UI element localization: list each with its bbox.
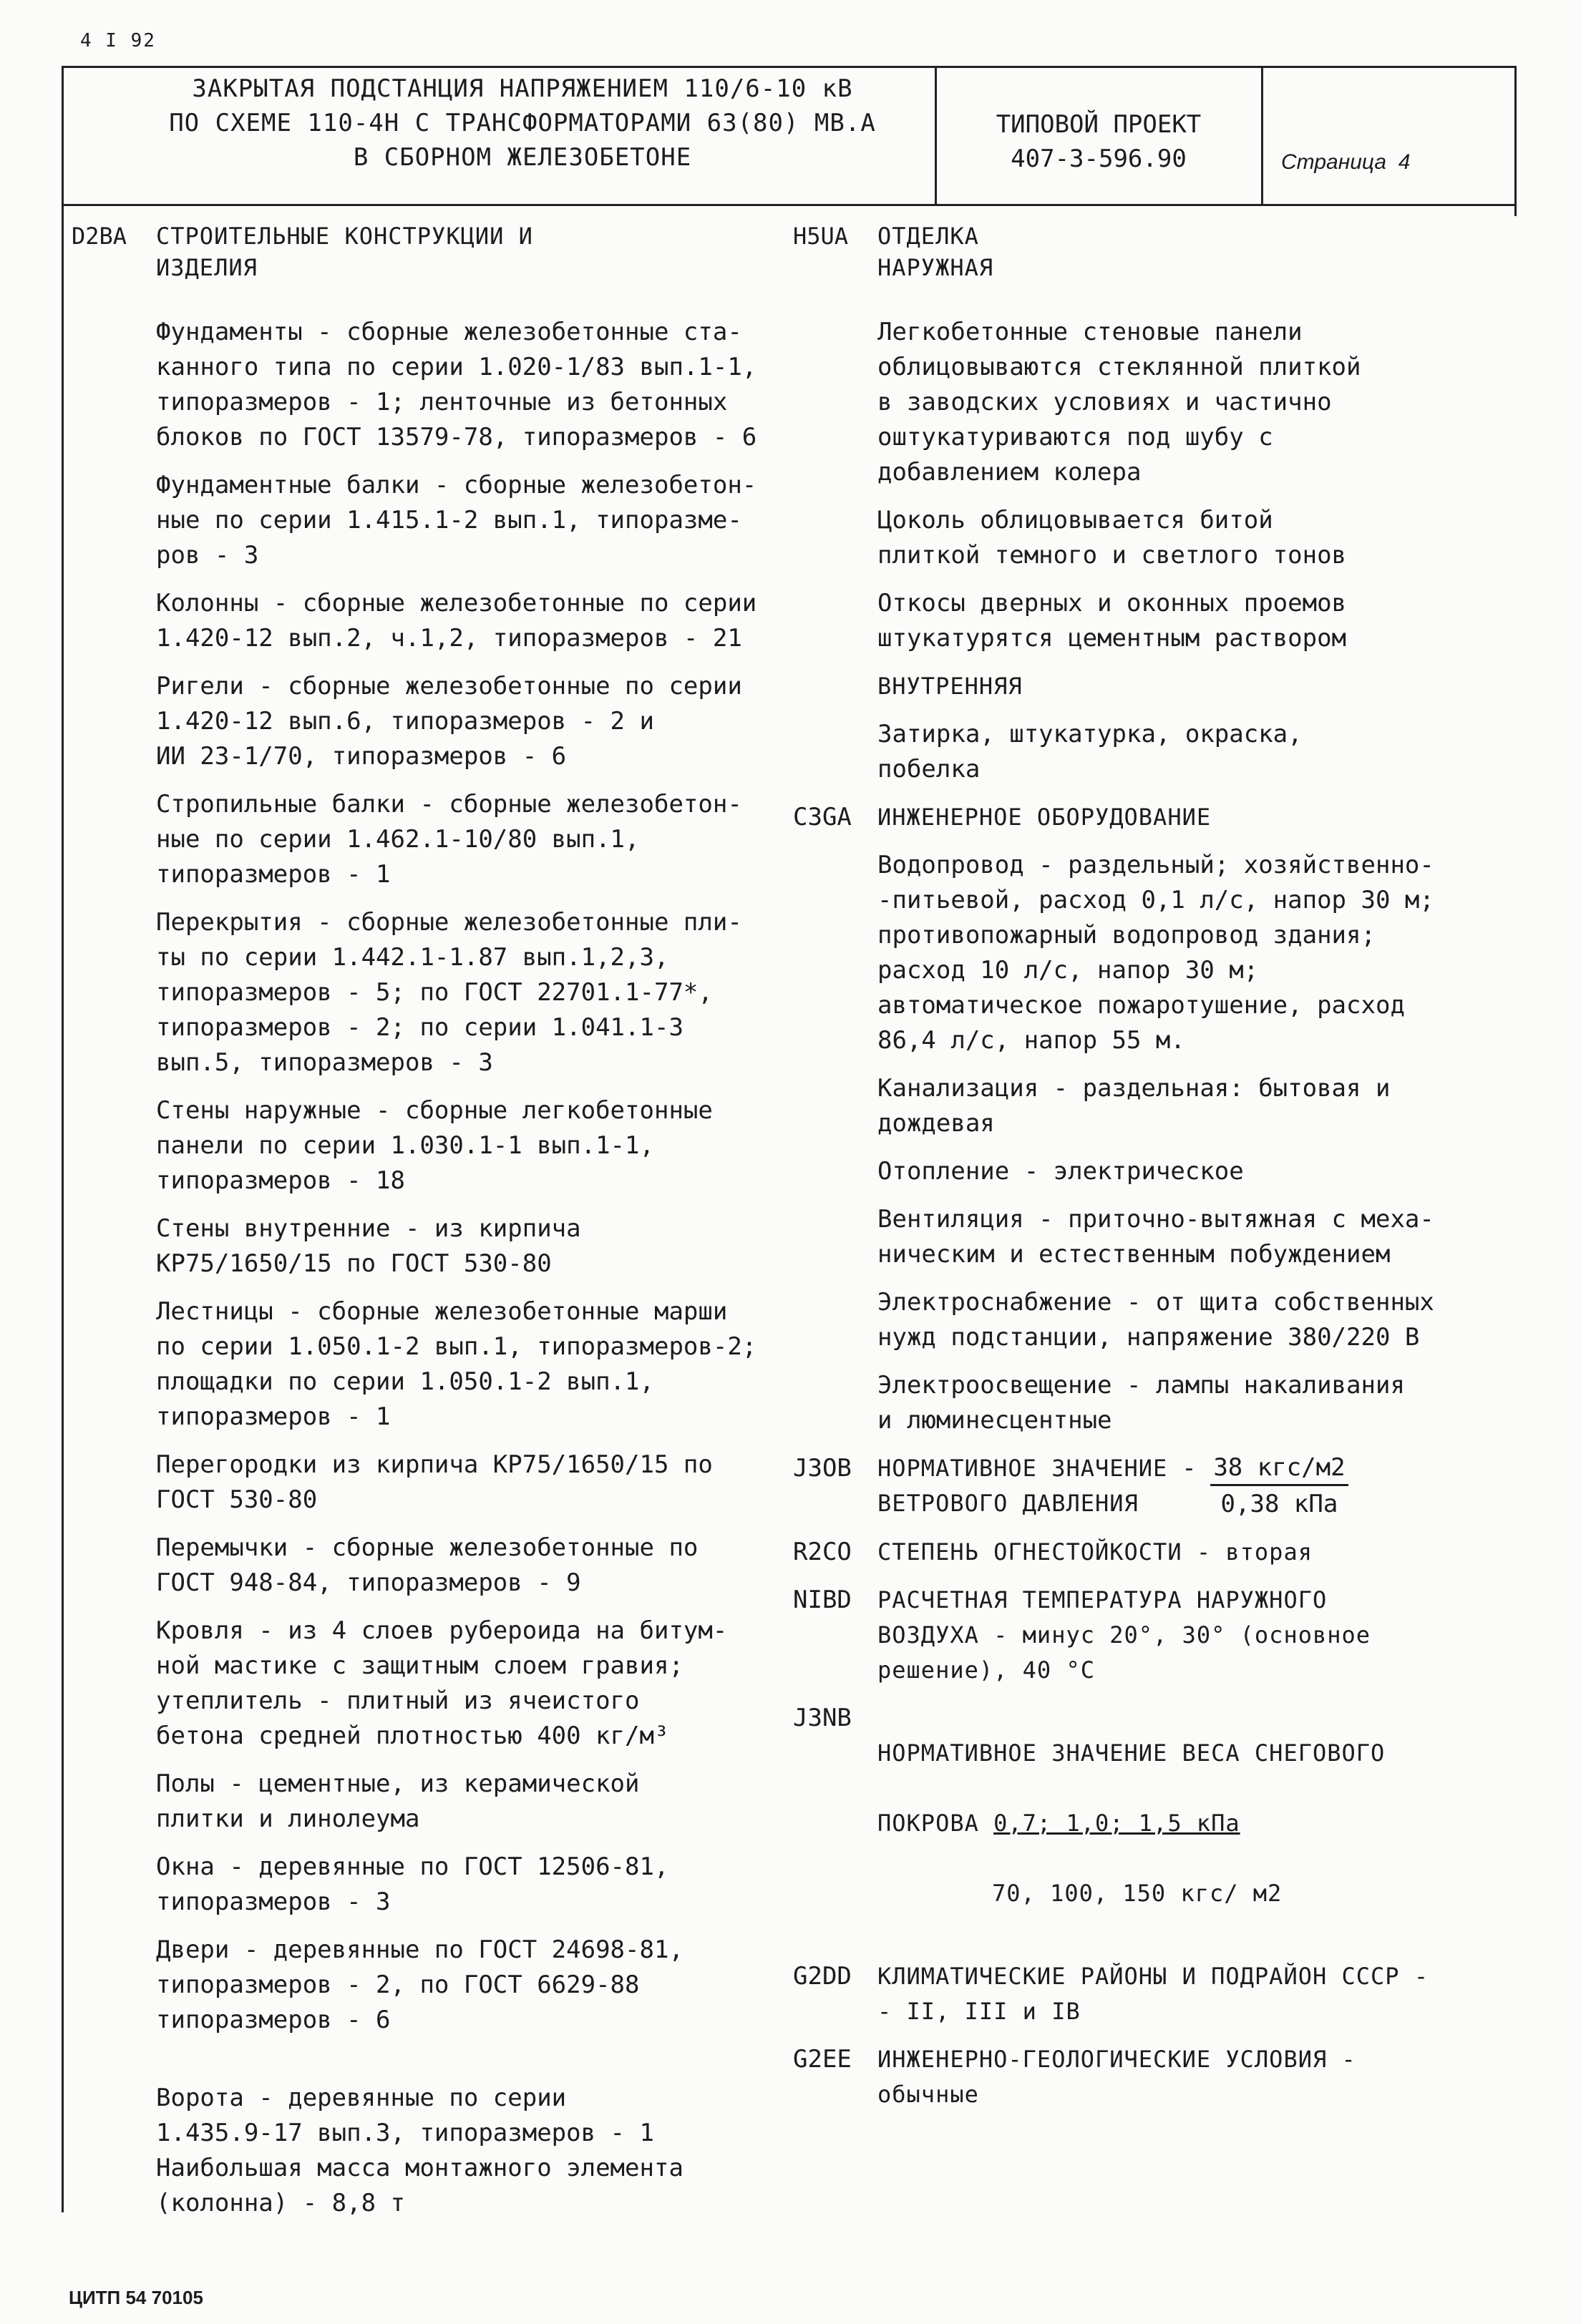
spec-paragraph: Затирка, штукатурка, окраска, побелка: [877, 720, 1303, 783]
snow-load-kpa: 0,7; 1,0; 1,5 кПа: [993, 1810, 1240, 1837]
spec-paragraph: Ворота - деревянные по серии 1.435.9-17 вып.3, типоразмеров - 1 Наибольшая масса монтажного элемента (колонна) - 8,8 т: [156, 2084, 684, 2217]
spec-paragraph: Откосы дверных и оконных проемов штукатурятся цементным раствором: [877, 589, 1347, 653]
title-block-divider: [1261, 66, 1263, 204]
title-line: В СБОРНОМ ЖЕЛЕЗОБЕТОНЕ: [353, 143, 692, 172]
section-code: G2EE: [793, 2045, 852, 2074]
spec-paragraph: Легкобетонные стеновые панели облицовываются стеклянной плиткой в заводских условиях и частично оштукатуриваются под шубу с добавлением колера: [877, 318, 1361, 487]
wind-value-kgs: 38 кгс/м2: [1210, 1451, 1348, 1486]
spec-paragraph: Цоколь облицовывается битой плиткой темного и светлого тонов: [877, 506, 1347, 570]
frame-right-line: [1514, 66, 1517, 216]
spec-paragraph: Стены внутренние - из кирпича КР75/1650/15 по ГОСТ 530-80: [156, 1214, 581, 1278]
spec-paragraph: Фундаментные балки - сборные железобетон- ные по серии 1.415.1-2 вып.1, типоразме- ров - 3: [156, 471, 757, 570]
subsection-title: ВНУТРЕННЯЯ: [877, 673, 1023, 700]
snow-load-values: [877, 1806, 1385, 1841]
title-block-bottom-line: [62, 204, 1514, 206]
corner-mark: 4 I 92: [80, 30, 156, 52]
section-code: R2CO: [793, 1538, 852, 1566]
right-column: [793, 220, 1480, 2125]
geology-row: [793, 2042, 1480, 2112]
spec-paragraph: Перемычки - сборные железобетонные по ГОСТ 948-84, типоразмеров - 9: [156, 1533, 699, 1597]
spec-paragraph: Лестницы - сборные железобетонные марши по серии 1.050.1-2 вып.1, типоразмеров-2; площадки по серии 1.050.1-2 вып.1, типоразмеров - 1: [156, 1297, 757, 1431]
section-header: [793, 800, 1480, 835]
frame-top-line: [62, 66, 1514, 68]
section-title: СТРОИТЕЛЬНЫЕ КОНСТРУКЦИИ И ИЗДЕЛИЯ: [156, 223, 533, 281]
geology-text: ИНЖЕНЕРНО-ГЕОЛОГИЧЕСКИЕ УСЛОВИЯ - обычные: [877, 2046, 1356, 2108]
section-title: ОТДЕЛКА НАРУЖНАЯ: [877, 223, 994, 281]
section-code: G2DD: [793, 1962, 852, 1991]
document-title: [129, 72, 916, 175]
temperature-row: [793, 1583, 1480, 1688]
spec-paragraph: Колонны - сборные железобетонные по серии 1.420-12 вып.2, ч.1,2, типоразмеров - 21: [156, 589, 757, 653]
wind-pressure-value: [877, 1451, 1348, 1522]
section-header: [793, 220, 1480, 283]
section-title: ИНЖЕНЕРНОЕ ОБОРУДОВАНИЕ: [877, 804, 1212, 831]
spec-paragraph: Двери - деревянные по ГОСТ 24698-81, типоразмеров - 2, по ГОСТ 6629-88 типоразмеров - 6: [156, 1935, 684, 2034]
spec-paragraph: Окна - деревянные по ГОСТ 12506-81, типоразмеров - 3: [156, 1852, 669, 1916]
spec-paragraph: Стропильные балки - сборные железобетон- ные по серии 1.462.1-10/80 вып.1, типоразмеров - 1: [156, 790, 742, 889]
project-number-block: [945, 107, 1252, 176]
spec-paragraph: Канализация - раздельная: бытовая и дождевая: [877, 1074, 1391, 1138]
wind-fraction: [1210, 1451, 1348, 1522]
section-code: J3NB: [793, 1704, 852, 1732]
left-column: [72, 220, 773, 2234]
snow-load-text: [877, 1701, 1385, 1946]
project-number: 407-3-596.90: [1011, 145, 1187, 173]
temperature-text: РАСЧЕТНАЯ ТЕМПЕРАТУРА НАРУЖНОГО ВОЗДУХА - минус 20°, 30° (основное решение), 40 °С: [877, 1586, 1371, 1684]
page-label: Страница: [1281, 150, 1387, 174]
climate-row: [793, 1959, 1480, 2029]
wind-pressure-row: [793, 1451, 1480, 1522]
wind-pressure-label: НОРМАТИВНОЕ ЗНАЧЕНИЕ ВЕТРОВОГО ДАВЛЕНИЯ: [877, 1455, 1168, 1517]
snow-load-prefix: ПОКРОВА: [877, 1810, 994, 1837]
section-code: D2BA: [72, 223, 127, 250]
spec-paragraph: Отопление - электрическое: [877, 1157, 1244, 1186]
title-line: ПО СХЕМЕ 110-4Н С ТРАНСФОРМАТОРАМИ 63(80) МВ.А: [169, 109, 876, 137]
wind-dash: -: [1182, 1454, 1197, 1483]
spec-paragraph: Электроснабжение - от щита собственных нужд подстанции, напряжение 380/220 В: [877, 1288, 1434, 1352]
spec-paragraph: Электроосвещение - лампы накаливания и люминесцентные: [877, 1371, 1405, 1435]
section-code: H5UA: [793, 223, 849, 250]
section-code: C3GA: [793, 803, 852, 831]
page-number: 4: [1398, 150, 1411, 174]
climate-text: КЛИМАТИЧЕСКИЕ РАЙОНЫ И ПОДРАЙОН СССР - - II, III и IB: [877, 1963, 1429, 2025]
section-code: NIBD: [793, 1586, 852, 1614]
spec-paragraph: Полы - цементные, из керамической плитки и линолеума: [156, 1769, 640, 1833]
spec-paragraph: Вентиляция - приточно-вытяжная с меха- ническим и естественным побуждением: [877, 1205, 1434, 1269]
page-indicator: [1281, 150, 1410, 175]
spec-paragraph: Стены наружные - сборные легкобетонные панели по серии 1.030.1-1 вып.1-1, типоразмеров - 18: [156, 1096, 713, 1195]
spec-paragraph: Перегородки из кирпича КР75/1650/15 по ГОСТ 530-80: [156, 1450, 713, 1514]
fire-resistance-text: СТЕПЕНЬ ОГНЕСТОЙКОСТИ - вторая: [877, 1538, 1313, 1566]
spec-paragraph: Ригели - сборные железобетонные по серии 1.420-12 вып.6, типоразмеров - 2 и ИИ 23-1/70, типоразмеров - 6: [156, 672, 742, 771]
section-code: J3OB: [793, 1454, 852, 1483]
title-block-divider: [935, 66, 937, 204]
title-line: ЗАКРЫТАЯ ПОДСТАНЦИЯ НАПРЯЖЕНИЕМ 110/6-10 кВ: [192, 74, 853, 103]
snow-load-kgs: 70, 100, 150 кгс/ м2: [992, 1880, 1283, 1907]
wind-value-kpa: 0,38 кПа: [1220, 1490, 1338, 1518]
snow-load-title: НОРМАТИВНОЕ ЗНАЧЕНИЕ ВЕСА СНЕГОВОГО: [877, 1739, 1386, 1767]
footer-stamp: ЦИТП 54 70105: [69, 2287, 203, 2308]
project-type: ТИПОВОЙ ПРОЕКТ: [996, 110, 1202, 139]
spec-paragraph: Кровля - из 4 слоев рубероида на битум- ной мастике с защитным слоем гравия; утеплитель - плитный из ячеистого бетона средней плотностью 400 кг/м³: [156, 1616, 728, 1750]
spec-paragraph: Фундаменты - сборные железобетонные ста- канного типа по серии 1.020-1/83 вып.1-1, типоразмеров - 1; ленточные из бетонных блоков по ГОСТ 13579-78, типоразмеров - 6: [156, 318, 757, 451]
frame-left-line: [62, 66, 64, 2212]
snow-load-row: [793, 1701, 1480, 1946]
spec-paragraph: Перекрытия - сборные железобетонные пли- ты по серии 1.442.1-1.87 вып.1,2,3, типоразмеров - 5; по ГОСТ 22701.1-77*, типоразмеров - 2; по серии 1.041.1-3 вып.5, типоразмеров - 3: [156, 908, 742, 1077]
spec-paragraph: Водопровод - раздельный; хозяйственно- -питьевой, расход 0,1 л/с, напор 30 м; противопожарный водопровод здания; расход 10 л/с, напор 30 м; автоматическое пожаротушение, расход 86,4 л/с, напор 55 м.: [877, 851, 1434, 1055]
section-header: [72, 220, 773, 283]
fire-resistance-row: [793, 1535, 1480, 1570]
